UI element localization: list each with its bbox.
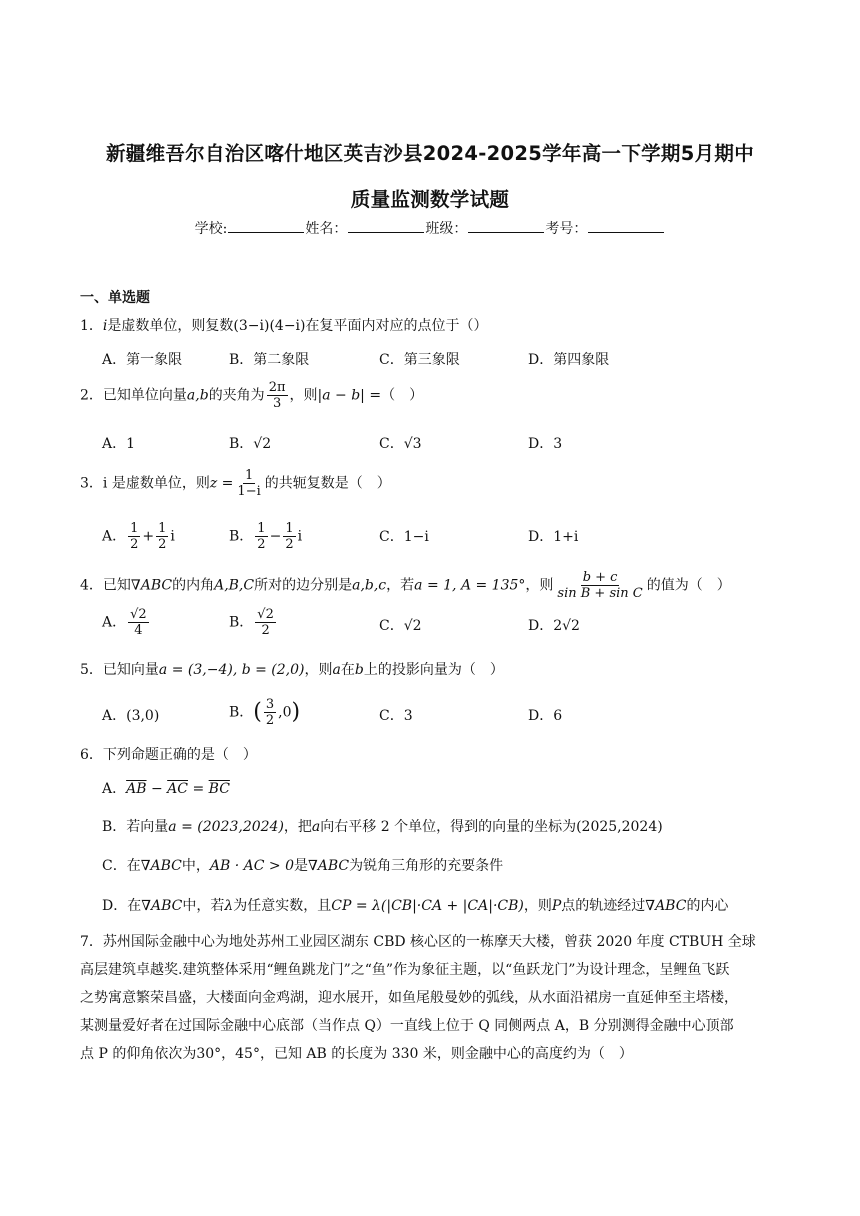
q4-condition: a = 1, A = 135° [414,577,526,594]
q6-d-text2: ，则 [523,898,552,914]
q3-b-i: i [297,528,303,545]
q2-frac-num: 2π [268,380,286,395]
q6-d-text1: 为任意实数，且 [233,898,332,914]
q5-option-c: C．3 [379,708,413,724]
q5-vector-b: b [354,662,364,678]
q4-b-frac [255,607,276,638]
q2-number: 2． [80,387,103,404]
q6-a-vec-ab: $\overline{AB}$ [126,781,147,797]
q4-a-num: √2 [130,607,147,622]
q2-option-d: D．3 [528,436,563,452]
q6-a-label: A． [102,781,127,797]
q3-option-a [102,521,175,552]
q1-option-b: B．第二象限 [229,352,310,368]
name-label: 姓名： [305,221,348,237]
q3-a-label: A． [102,528,127,545]
q3-number: 3． [80,475,103,492]
q4-a-den: 4 [134,623,143,638]
q3-a-frac1 [128,521,140,552]
q6-c-abc: ABC [150,858,182,874]
q6-c-tail: 为锐角三角形的充要条件 [349,858,504,874]
q5-stem-b: ，则 [304,662,333,678]
q2-stem-c: ，则 [289,387,318,404]
q6-c-text: 是∇ [293,858,318,874]
q3-b-d1: 2 [257,537,266,552]
school-blank [228,220,304,233]
q3-b-label: B． [229,528,254,545]
class-blank [468,220,544,233]
q6-option-b [102,816,663,836]
q2-option-a: A．1 [102,436,136,452]
q4-b-num: √2 [257,607,274,622]
q6-d-mid: 中，若 [182,898,225,914]
q4-option-c: C．√2 [379,618,422,634]
q3-stem-end: 的共轭复数是（ ） [264,475,391,492]
q2-paren: （ ） [381,387,424,404]
q3-a-frac2 [156,521,168,552]
q3-fraction [235,468,262,499]
q6-c-mid: 中， [181,858,210,874]
q5-option-a: A．(3,0) [102,708,160,724]
q6-d-lambda: λ [224,898,234,914]
q3-b-n2: 1 [285,521,294,536]
q4-stem-end: 的值为（ ） [646,577,731,594]
q6-c-label: C．在∇ [102,858,151,874]
q4-number: 4． [80,577,103,594]
q6-b-text: 向右平移 2 个单位，得到的向量的坐标为 [320,819,577,835]
q3-a-op: + [142,528,155,545]
q3-a-i: i [170,528,175,545]
q6-number: 6． [80,747,103,763]
q3-a-n2: 1 [158,521,167,536]
q4-option-a [102,607,151,638]
q4-abc: ABC [140,577,173,594]
q3-a-n1: 1 [130,521,139,536]
q3-option-d: D．1+i [528,529,579,545]
q3-stem: i 是虚数单位，则 [102,475,210,492]
question-6 [80,744,257,764]
q1-stem-end: 在复平面内对应的点位于（） [305,318,488,334]
q3-option-b [229,521,302,552]
q6-a-equals: = [188,781,209,797]
q5-stem-a: 已知向量 [102,662,159,678]
student-info-row [0,218,860,238]
q3-frac-num: 1 [244,468,254,483]
q1-expr: (3−i)(4−i) [233,318,306,334]
q6-b-expr: a = (2023,2024) [168,819,284,835]
q1-option-d: D．第四象限 [528,352,610,368]
q5-stem-end: 上的投影向量为（ ） [363,662,504,678]
q7-line-4: 某测量爱好者在过国际金融中心底部（当作点 Q）一直线上位于 Q 同侧两点 A，B 分别测得金融中心顶部 [80,1018,734,1034]
q1-stem: 是虚数单位，则复数 [107,318,234,334]
q3-frac-den: 1−i [237,484,261,499]
q6-c-expr: AB · AC > 0 [209,858,294,874]
q4-b-label: B． [229,614,254,631]
q4-option-d: D．2√2 [528,618,580,634]
q6-a-vec-ac: $\overline{AC}$ [167,781,188,797]
q2-frac-den: 3 [272,396,282,411]
q4-stem-a: 已知∇ [102,577,141,594]
q1-option-c: C．第三象限 [379,352,460,368]
q2-stem-b: 的夹角为 [208,387,265,404]
q6-d-p: P [551,898,562,914]
school-label: 学校: [194,221,228,237]
q4-fraction [555,570,644,601]
number-label: 考号： [545,221,588,237]
q6-b-result: (2025,2024) [576,819,663,835]
q6-stem: 下列命题正确的是（ ） [102,747,257,763]
q3-b-n1: 1 [257,521,266,536]
q1-i: i [102,318,108,334]
q6-d-expr: CP = λ(|CB|·CA + |CA|·CB) [331,898,524,914]
q3-b-op: − [269,528,282,545]
q4-a-frac [128,607,149,638]
q3-option-c: C．1−i [379,529,429,545]
q6-option-c [102,855,503,875]
q4-stem-e: ，则 [525,577,554,594]
q5-expr: a = (3,−4), b = (2,0) [158,662,305,678]
q2-fraction [267,380,288,411]
q1-option-a: A．第一象限 [102,352,183,368]
q6-a-minus: − [146,781,168,797]
q3-z: z = [209,475,234,492]
q5-option-d: D．6 [528,708,563,724]
q6-b-mid: ，把 [283,819,312,835]
question-2 [80,380,423,411]
q5-b-tail: ,0 [278,704,292,721]
q7-line-1: 7．苏州国际金融中心为地处苏州工业园区湖东 CBD 核心区的一栋摩天大楼，曾获 2020 年度 CTBUH 全球 [80,934,756,950]
q5-number: 5． [80,662,103,678]
q3-b-frac1 [255,521,267,552]
question-7 [80,928,782,1068]
question-3 [80,468,391,499]
q6-b-label: B．若向量 [102,819,169,835]
q6-a-vec-bc: $\overline{BC}$ [208,781,230,797]
q4-stem-d: ，若 [386,577,415,594]
q4-option-b [229,607,278,638]
q6-option-a [102,778,230,798]
title-line-2: 质量监测数学试题 [350,188,510,211]
q2-option-b: B．√2 [229,436,272,452]
q5-option-b: B．( $\frac{3}{2}$ ,0) [229,697,301,728]
name-blank [348,220,424,233]
q5-stem-c: 在 [340,662,355,678]
question-5 [80,659,504,679]
question-1 [80,315,487,335]
q5-b-den: 2 [265,713,275,728]
q1-number: 1． [80,318,103,334]
title-line-1: 新疆维吾尔自治区喀什地区英吉沙县2024-2025学年高一下学期5月期中 [105,142,754,165]
q6-d-abc: ABC [151,898,183,914]
q4-b-den: 2 [261,623,270,638]
q6-d-text3: 点的轨迹经过∇ [561,898,656,914]
q6-d-label: D．在∇ [102,898,151,914]
question-4 [80,570,731,601]
q6-c-abc2: ABC [317,858,350,874]
q6-option-d [102,895,728,915]
class-label: 班级： [425,221,468,237]
q3-a-d1: 2 [130,537,139,552]
q3-b-d2: 2 [285,537,294,552]
q4-frac-num: b + c [582,570,618,585]
q4-frac-den: sin B + sin C [557,586,643,601]
q6-b-vec: a [311,819,321,835]
q2-stem: 已知单位向量 [102,387,187,404]
q4-a-label: A． [102,614,127,631]
q7-line-5: 点 P 的仰角依次为30°，45°，已知 AB 的长度为 330 米，则金融中心的高度约为（ ） [80,1046,633,1062]
q5-b-label: B． [229,704,254,721]
q4-stem-b: 的内角 [172,577,215,594]
q6-d-abc2: ABC [655,898,687,914]
q3-a-d2: 2 [158,537,167,552]
q4-angles: A,B,C [214,577,255,594]
q6-d-tail: 的内心 [686,898,729,914]
q7-line-2: 高层建筑卓越奖.建筑整体采用“鲤鱼跳龙门”之“鱼”作为象征主题，以“鱼跃龙门”为设计理念，呈鲤鱼飞跃 [80,962,730,978]
q5-b-num: 3 [265,697,275,712]
q5-vector-a: a [332,662,341,678]
q4-stem-c: 所对的边分别是 [254,577,353,594]
number-blank [588,220,664,233]
q2-vectors: a,b [186,387,209,404]
section-heading: 一、单选题 [80,290,150,306]
q5-b-frac [264,697,276,728]
q7-line-3: 之势寓意繁荣昌盛，大楼面向金鸡湖，迎水展开，如鱼尾般曼妙的弧线，从水面沿裙房一直延伸至主塔楼， [80,990,738,1006]
q2-expr: |a − b| = [317,387,382,404]
q3-b-frac2 [283,521,295,552]
q4-sides: a,b,c [352,577,387,594]
q2-option-c: C．√3 [379,436,422,452]
